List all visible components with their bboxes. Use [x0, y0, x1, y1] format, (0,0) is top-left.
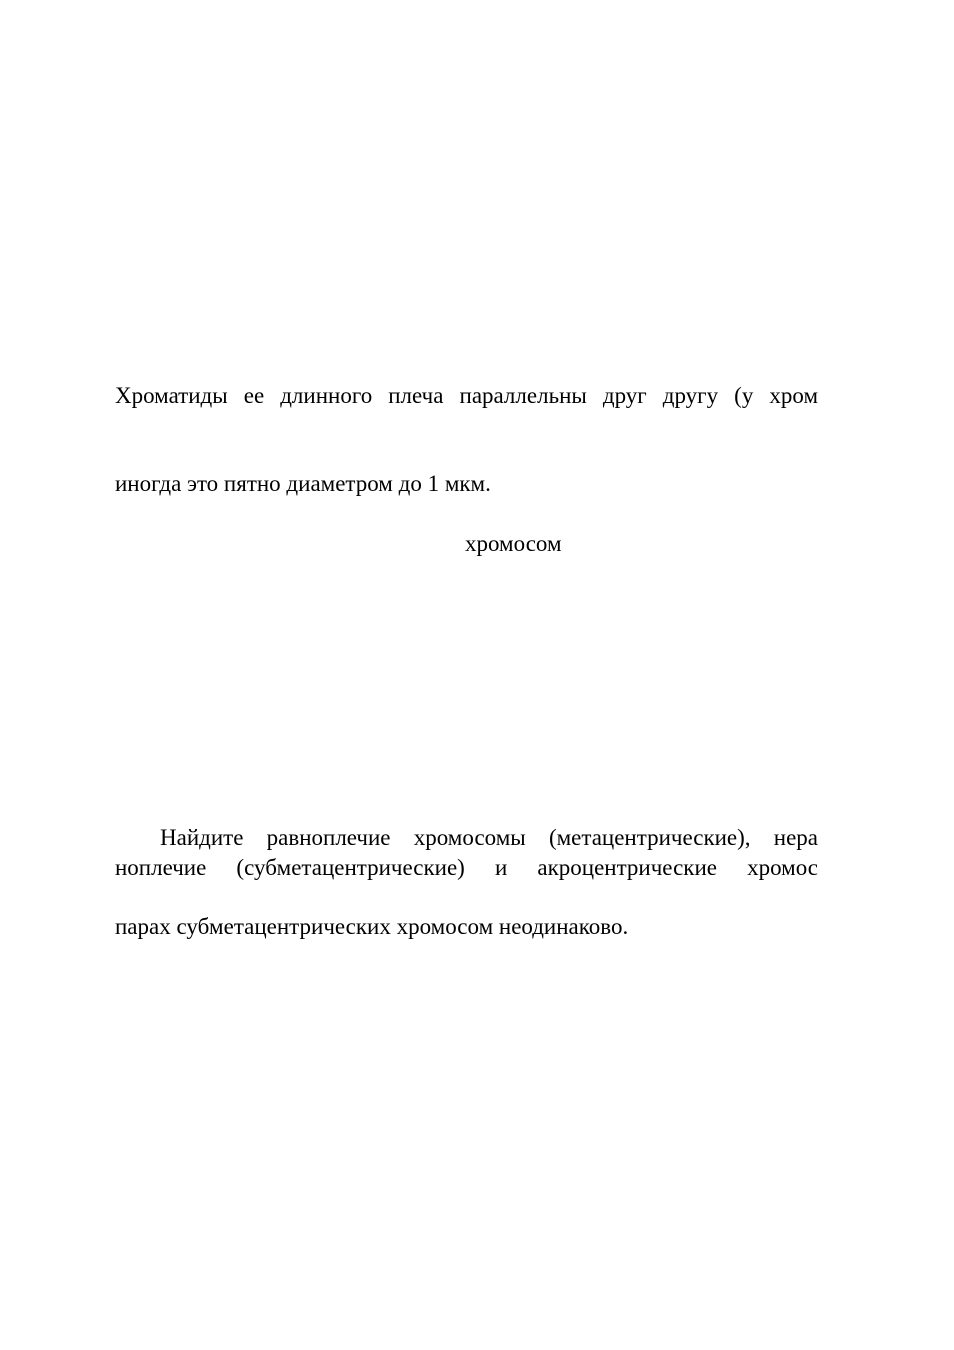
text-line-chromatids: Хроматиды ее длинного плеча параллельны друг другу (у хром — [115, 383, 818, 408]
text-line-submetacentric: ноплечие (субметацентрические) и акроцентрические хромос — [115, 855, 818, 880]
text-line-pairs: парах субметацентрических хромосом неодинаково. — [115, 914, 629, 939]
text-line-spot-diameter: иногда это пятно диаметром до 1 мкм. — [115, 471, 491, 496]
text-line-chromosome-word: хромосом — [465, 531, 562, 556]
text-line-find-metacentric: Найдите равноплечие хромосомы (метацентрические), нера — [160, 825, 818, 850]
